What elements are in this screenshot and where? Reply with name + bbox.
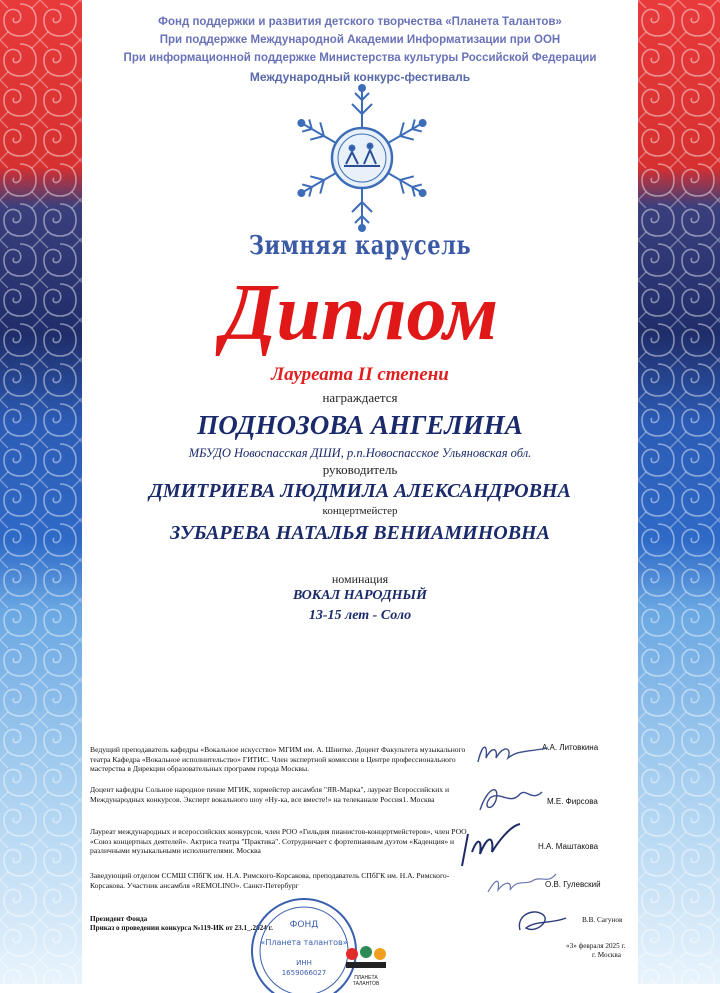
stamp-inn-label: ИНН	[296, 959, 312, 967]
ornament-border-left	[0, 0, 82, 984]
ornament-border-right	[638, 0, 720, 984]
snowflake-emblem-icon	[295, 84, 429, 232]
signature-gulevsky	[482, 868, 562, 898]
jury-description-1: Ведущий преподаватель кафедры «Вокальное искусство» МГИМ им. А. Шнитке. Доцент Факультета музыкального театра Кафедра «Вокальное исполнительство» ГИТИС. Член экспертной комиссии в Центре профессионального мастерства в Дирекции образовательных программ города Москвы.	[90, 745, 466, 774]
order-reference: Приказ о проведении конкурса №119-ИК от 23.1_.2024 г.	[90, 924, 273, 932]
age-category: 13-15 лет - Соло	[308, 608, 412, 623]
nomination-label: номинация	[331, 572, 389, 586]
header-academy: При поддержке Международной Академии Информатизации при ООН	[159, 34, 561, 46]
awarded-label: награждается	[322, 390, 398, 405]
diploma-sheet	[82, 0, 638, 987]
jury-description-4: Заведующий отделом ССМШ СПбГК им. Н.А. Римского-Корсакова, преподаватель СПбГК им. Н.А. Римского-Корсакова. Участник ансамбля «REMOLINO». Санкт-Петербург	[90, 871, 450, 890]
issue-city: г. Москва	[592, 951, 621, 959]
header-foundation: Фонд поддержки и развития детского творчества «Планета Талантов»	[158, 16, 562, 28]
participant-name: ПОДНОЗОВА АНГЕЛИНА	[197, 410, 523, 440]
stamp-middle-text: «Планета талантов»	[260, 938, 348, 947]
header-ministry: При информационной поддержке Министерства культуры Российской Федерации	[123, 52, 597, 64]
issue-date: «3» февраля 2025 г.	[566, 942, 626, 950]
signature-firsova	[470, 782, 550, 816]
signature-mashtakova	[454, 822, 534, 872]
supervisor-name: ДМИТРИЕВА ЛЮДМИЛА АЛЕКСАНДРОВНА	[149, 480, 571, 502]
president-label: Президент Фонда	[90, 915, 148, 923]
accompanist-name: ЗУБАРЕВА НАТАЛЬЯ ВЕНИАМИНОВНА	[170, 522, 550, 544]
jury-name-3: Н.А. Маштакова	[538, 842, 599, 851]
jury-name-2: М.Е. Фирсова	[547, 797, 598, 806]
award-degree: Лауреата II степени	[271, 364, 449, 385]
jury-description-3: Лауреат международных и всероссийских конкурсов, член РОО «Гильдия пианистов-концертмейстеров», член РОО «Союз концертных деятелей». Актриса театра "Практика". Сотрудничает с фортепианным дуэтом «Каденция» и различными музыкальными исполнителями. Москва	[90, 827, 467, 856]
stamp-top-text: ФОНД	[289, 920, 319, 930]
jury-name-1: А.А. Литовкина	[542, 743, 599, 752]
diploma-title: Диплом	[221, 269, 499, 357]
institution: МБУДО Новоспасская ДШИ, р.п.Новоспасское Ульяновская обл.	[188, 446, 532, 460]
nomination: ВОКАЛ НАРОДНЫЙ	[293, 588, 427, 603]
festival-name: Зимняя карусель	[248, 228, 472, 261]
stamp-inn-number: 1659066027	[281, 969, 327, 977]
logo-text: ПЛАНЕТА ТАЛАНТОВ	[352, 975, 380, 987]
header-contest-type: Международный конкурс-фестиваль	[249, 70, 471, 84]
jury-name-4: О.В. Гулевский	[545, 880, 601, 889]
supervisor-label: руководитель	[322, 462, 398, 477]
signature-sagunov	[512, 900, 572, 940]
logo-figures-icon	[342, 944, 390, 970]
signature-litovkina	[472, 738, 552, 768]
accompanist-label: концертмейстер	[322, 505, 398, 517]
jury-description-2: Доцент кафедры Сольное народное пение МГИК, хормейстер ансамбля "ЯR-Марка", лауреат Всероссийских и Международных конкурсов. Эксперт вокального шоу «Ну-ка, все вместе!» на телеканале Россия1. Москва	[90, 785, 450, 804]
planet-talents-logo	[342, 944, 390, 987]
president-name: В.В. Сагунов	[582, 916, 623, 924]
